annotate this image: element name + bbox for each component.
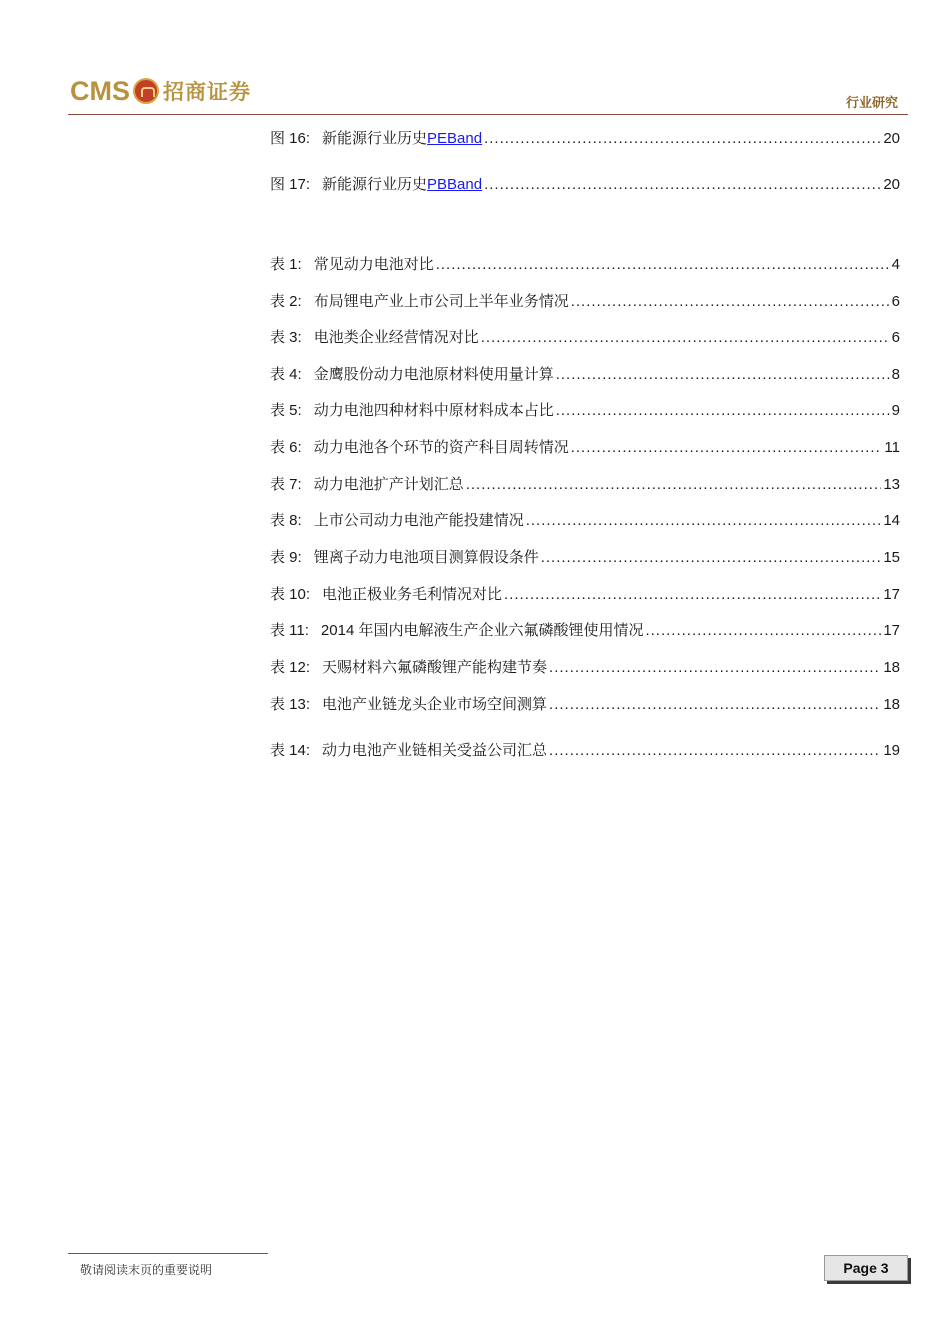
toc-entry-title: 2014 年国内电解液生产企业六氟磷酸锂使用情况 [320, 622, 644, 639]
toc-entry-number: 表 9: [270, 549, 302, 566]
toc-entry-title: 电池产业链龙头企业市场空间测算 [322, 696, 548, 713]
toc-entry-title: 动力电池产业链相关受益公司汇总 [322, 742, 548, 759]
header-divider [68, 114, 908, 115]
toc-entry-number: 表 5: [270, 402, 302, 419]
toc-entry-table-2[interactable] [270, 292, 900, 312]
toc-entry-number: 表 6: [270, 439, 302, 456]
toc-entry-table-8[interactable] [270, 511, 900, 531]
logo-emblem-icon [133, 78, 159, 104]
toc-entry-title: 常见动力电池对比 [313, 256, 434, 273]
page-number-badge: Page 3 [824, 1255, 908, 1281]
toc-entry-page: 4 [891, 256, 900, 273]
toc-entry-title: 新能源行业历史 [322, 130, 428, 147]
toc-entry-table-12[interactable] [270, 658, 900, 678]
toc-entry-link[interactable]: PBBand [427, 176, 483, 193]
toc-entry-title: 布局锂电产业上市公司上半年业务情况 [313, 293, 569, 310]
toc-leader-dots [549, 741, 881, 761]
toc-entry-page: 18 [883, 696, 900, 713]
toc-entry-table-3[interactable] [270, 328, 900, 348]
toc-leader-dots [549, 658, 881, 678]
toc-leader-dots [571, 292, 890, 312]
toc-entry-table-13[interactable] [270, 695, 900, 715]
toc-entry-table-5[interactable] [270, 401, 900, 421]
footer-divider [68, 1253, 268, 1254]
toc-entry-page: 19 [883, 742, 900, 759]
toc-entry-number: 表 1: [270, 256, 302, 273]
toc-entry-page: 6 [891, 293, 900, 310]
toc-entry-page: 20 [883, 130, 900, 147]
toc-entry-title: 金鹰股份动力电池原材料使用量计算 [313, 366, 554, 383]
toc-entry-table-9[interactable] [270, 548, 900, 568]
toc-entry-page: 8 [891, 366, 900, 383]
toc-leader-dots [526, 511, 882, 531]
toc-entry-page: 17 [883, 622, 900, 639]
company-logo [70, 74, 251, 108]
toc-entry-table-1[interactable] [270, 255, 900, 275]
toc-leader-dots [571, 438, 883, 458]
toc-entry-title: 上市公司动力电池产能投建情况 [313, 512, 524, 529]
toc-entry-page: 15 [883, 549, 900, 566]
toc-entry-number: 表 11: [270, 622, 309, 639]
toc-leader-dots [484, 129, 881, 149]
toc-leader-dots [556, 365, 890, 385]
toc-entry-page: 11 [884, 439, 900, 456]
toc-entry-figure-16[interactable] [270, 129, 900, 149]
toc-entry-title: 新能源行业历史 [322, 176, 428, 193]
toc-entry-number: 表 8: [270, 512, 302, 529]
toc-leader-dots [556, 401, 890, 421]
toc-entry-title: 动力电池扩产计划汇总 [313, 476, 464, 493]
toc-entry-number: 表 2: [270, 293, 302, 310]
footer-disclaimer-note: 敬请阅读末页的重要说明 [80, 1263, 213, 1277]
toc-entry-table-6[interactable] [270, 438, 900, 458]
toc-entry-number: 表 14: [270, 742, 311, 759]
toc-entry-table-14[interactable] [270, 741, 900, 761]
toc-leader-dots [466, 475, 882, 495]
toc-entry-number: 表 13: [270, 696, 311, 713]
toc-entry-number: 表 7: [270, 476, 302, 493]
toc-entry-page: 18 [883, 659, 900, 676]
toc-entry-table-11[interactable] [270, 621, 900, 641]
toc-leader-dots [645, 621, 881, 641]
toc-entry-page: 17 [883, 586, 900, 603]
toc-entry-page: 13 [883, 476, 900, 493]
toc-entry-number: 图 16: [270, 130, 311, 147]
toc-leader-dots [481, 328, 890, 348]
toc-entry-figure-17[interactable] [270, 175, 900, 195]
section-label: 行业研究 [845, 96, 898, 111]
toc-entry-title: 锂离子动力电池项目测算假设条件 [313, 549, 539, 566]
toc-entry-title: 电池正极业务毛利情况对比 [322, 586, 503, 603]
logo-chinese-name: 招商证券 [163, 79, 251, 104]
toc-leader-dots [541, 548, 882, 568]
toc-leader-dots [549, 695, 881, 715]
toc-entry-title: 动力电池四种材料中原材料成本占比 [313, 402, 554, 419]
toc-leader-dots [484, 175, 881, 195]
toc-entry-table-4[interactable] [270, 365, 900, 385]
toc-entry-page: 20 [883, 176, 900, 193]
logo-text: CMS [70, 75, 130, 106]
toc-entry-page: 6 [891, 329, 900, 346]
toc-entry-title: 天赐材料六氟磷酸锂产能构建节奏 [322, 659, 548, 676]
toc-entry-page: 9 [891, 402, 900, 419]
toc-leader-dots [504, 585, 881, 605]
toc-entry-title: 动力电池各个环节的资产科目周转情况 [313, 439, 569, 456]
toc-entry-number: 表 10: [270, 586, 311, 603]
toc-entry-number: 表 3: [270, 329, 302, 346]
toc-entry-title: 电池类企业经营情况对比 [313, 329, 479, 346]
toc-entry-table-10[interactable] [270, 585, 900, 605]
toc-leader-dots [436, 255, 890, 275]
toc-entry-table-7[interactable] [270, 475, 900, 495]
toc-entry-number: 图 17: [270, 176, 311, 193]
toc-entry-page: 14 [883, 512, 900, 529]
toc-entry-number: 表 4: [270, 366, 302, 383]
toc-entry-number: 表 12: [270, 659, 311, 676]
toc-entry-link[interactable]: PEBand [427, 130, 483, 147]
